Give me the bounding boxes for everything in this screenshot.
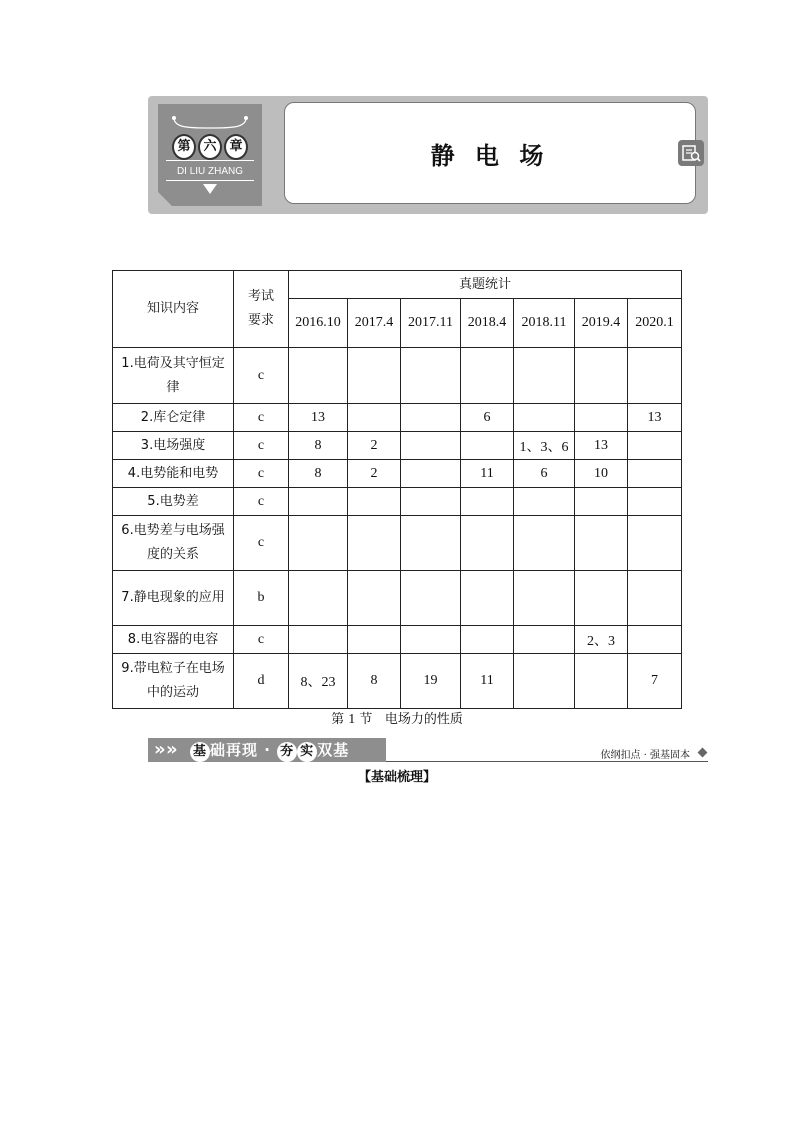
topic-cell: 2.库仑定律 <box>113 404 234 432</box>
requirement-cell: c <box>234 348 289 404</box>
year-header-cell: 2017.11 <box>401 299 461 348</box>
value-cell: 2 <box>348 432 401 460</box>
value-cell <box>401 571 461 626</box>
book-search-icon[interactable] <box>678 140 704 166</box>
value-cell: 8 <box>289 460 348 488</box>
exam-statistics-table <box>112 270 682 709</box>
chevron-right-icon: » <box>154 739 166 760</box>
requirement-cell: c <box>234 460 289 488</box>
value-cell: 2、3 <box>575 626 628 654</box>
value-cell <box>461 348 514 404</box>
chapter-title: 静 电 场 <box>430 141 550 170</box>
value-cell: 13 <box>575 432 628 460</box>
table-row <box>113 460 682 488</box>
value-cell: 13 <box>628 404 682 432</box>
value-cell <box>461 571 514 626</box>
value-cell <box>401 432 461 460</box>
value-cell <box>289 571 348 626</box>
table-row <box>113 348 682 404</box>
value-cell <box>628 571 682 626</box>
header-requirement: 考试要求 <box>234 271 289 348</box>
value-cell: 11 <box>461 654 514 709</box>
requirement-cell: d <box>234 654 289 709</box>
value-cell: 6 <box>461 404 514 432</box>
value-cell <box>514 488 575 516</box>
value-cell <box>401 516 461 571</box>
value-cell <box>514 404 575 432</box>
value-cell <box>348 516 401 571</box>
value-cell <box>401 348 461 404</box>
value-cell <box>461 626 514 654</box>
table-row <box>113 404 682 432</box>
topic-cell: 5.电势差 <box>113 488 234 516</box>
chapter-pinyin: DI LIU ZHANG <box>176 166 244 177</box>
year-header-cell: 2019.4 <box>575 299 628 348</box>
value-cell <box>514 626 575 654</box>
topic-cell: 6.电势差与电场强度的关系 <box>113 516 234 571</box>
topic-cell: 3.电场强度 <box>113 432 234 460</box>
value-cell <box>289 488 348 516</box>
table-row <box>113 516 682 571</box>
value-cell <box>514 654 575 709</box>
year-header-cell: 2016.10 <box>289 299 348 348</box>
chapter-banner <box>148 96 708 214</box>
value-cell: 1、3、6 <box>514 432 575 460</box>
value-cell <box>461 516 514 571</box>
value-cell: 7 <box>628 654 682 709</box>
value-cell: 10 <box>575 460 628 488</box>
value-cell <box>348 626 401 654</box>
topic-cell: 9.带电粒子在电场中的运动 <box>113 654 234 709</box>
value-cell <box>289 626 348 654</box>
table-row <box>113 626 682 654</box>
value-cell <box>461 488 514 516</box>
requirement-cell: c <box>234 432 289 460</box>
requirement-cell: b <box>234 571 289 626</box>
value-cell <box>575 571 628 626</box>
value-cell <box>348 571 401 626</box>
table-row <box>113 432 682 460</box>
value-cell: 8 <box>289 432 348 460</box>
value-cell: 13 <box>289 404 348 432</box>
section-bar-slogan: 依纲扣点 · 强基固本 <box>600 750 690 761</box>
chevron-right-icon: » <box>166 739 178 760</box>
value-cell <box>514 516 575 571</box>
table-body <box>113 348 682 709</box>
year-header-cell: 2018.11 <box>514 299 575 348</box>
requirement-cell: c <box>234 626 289 654</box>
value-cell <box>401 626 461 654</box>
value-cell <box>514 571 575 626</box>
sub-heading: 【基础梳理】 <box>357 770 436 785</box>
chapter-title-box <box>284 102 696 204</box>
value-cell <box>575 348 628 404</box>
header-stats: 真题统计 <box>289 271 682 299</box>
requirement-cell: c <box>234 404 289 432</box>
value-cell: 8 <box>348 654 401 709</box>
value-cell <box>575 516 628 571</box>
value-cell <box>628 432 682 460</box>
section-bar <box>148 738 708 764</box>
value-cell: 19 <box>401 654 461 709</box>
value-cell <box>575 654 628 709</box>
topic-cell: 8.电容器的电容 <box>113 626 234 654</box>
chapter-number: 第 六 章 <box>172 134 248 160</box>
requirement-cell: c <box>234 516 289 571</box>
value-cell <box>289 348 348 404</box>
section-title: 第 1 节 电场力的性质 <box>331 712 463 727</box>
value-cell <box>348 348 401 404</box>
year-header-cell: 2017.4 <box>348 299 401 348</box>
chapter-badge <box>158 104 262 206</box>
value-cell <box>628 488 682 516</box>
value-cell <box>401 460 461 488</box>
value-cell <box>348 404 401 432</box>
ornament-icon <box>170 116 250 132</box>
diamond-icon <box>698 748 708 758</box>
table-row <box>113 654 682 709</box>
header-topic: 知识内容 <box>113 271 234 348</box>
triangle-icon <box>203 184 217 194</box>
section-bar-title: 基 础再现 · 夯 实 双基 <box>190 738 349 762</box>
table-row <box>113 488 682 516</box>
value-cell <box>628 348 682 404</box>
value-cell: 8、23 <box>289 654 348 709</box>
value-cell <box>575 488 628 516</box>
table-row <box>113 571 682 626</box>
value-cell <box>628 516 682 571</box>
value-cell <box>461 432 514 460</box>
value-cell <box>514 348 575 404</box>
value-cell <box>628 626 682 654</box>
value-cell <box>628 460 682 488</box>
topic-cell: 7.静电现象的应用 <box>113 571 234 626</box>
value-cell: 6 <box>514 460 575 488</box>
value-cell <box>401 404 461 432</box>
year-header-cell: 2020.1 <box>628 299 682 348</box>
value-cell: 11 <box>461 460 514 488</box>
topic-cell: 1.电荷及其守恒定律 <box>113 348 234 404</box>
value-cell <box>575 404 628 432</box>
value-cell <box>348 488 401 516</box>
topic-cell: 4.电势能和电势 <box>113 460 234 488</box>
requirement-cell: c <box>234 488 289 516</box>
value-cell: 2 <box>348 460 401 488</box>
year-header-cell: 2018.4 <box>461 299 514 348</box>
value-cell <box>289 516 348 571</box>
value-cell <box>401 488 461 516</box>
